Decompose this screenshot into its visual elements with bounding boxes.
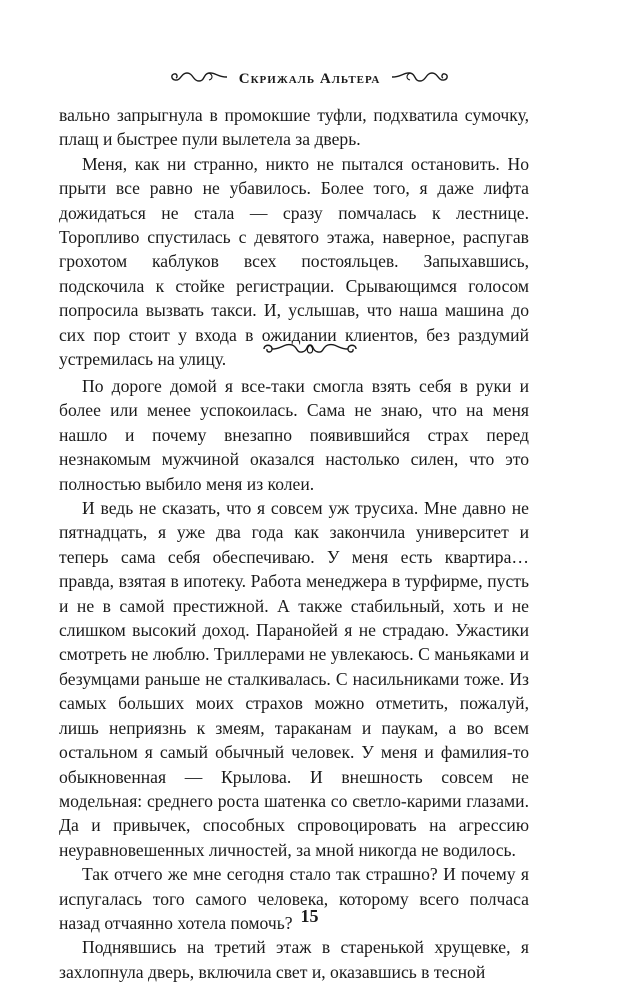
paragraph: Так отчего же мне сегодня стало так страшно? И почему я испугалась того самого человека, которому всего полчаса назад отчаянно хотела помочь? xyxy=(59,864,529,933)
paragraph: Поднявшись на третий этаж в старенькой хрущевке, я захлопнула дверь, включила свет и, оказавшись в тесной xyxy=(59,937,529,982)
page-number: 15 xyxy=(300,906,319,926)
section-divider xyxy=(0,338,619,364)
paragraph: По дороге домой я все-таки смогла взять себя в руки и более или менее успокоилась. Сама не знаю, что на меня нашло и почему внезапно появившийся страх перед незнакомым мужчиной оказался настолько силен, что это полностью выбило меня из колеи. xyxy=(59,376,529,494)
swirl-divider-icon xyxy=(260,340,360,363)
running-header xyxy=(0,66,619,92)
text-section-2 xyxy=(59,374,529,984)
paragraph: И ведь не сказать, что я совсем уж трусиха. Мне давно не пятнадцать, я уже два года как закончила университет и теперь сама себя обеспечиваю. У меня есть квартира… правда, взятая в ипотеку. Работа менеджера в турфирме, пусть и не в самой престижной. А также стабильный, хоть и не слишком высокий доход. Паранойей я не страдаю. Ужастики смотреть не люблю. Триллерами не увлекаюсь. С маньяками и безумцами раньше не сталкивалась. С насильниками тоже. Из самых больших моих страхов можно отметить, пожалуй, лишь неприязнь к змеям, тараканам и паукам, а во всем остальном я самый обычный человек. У меня и фамилия-то обыкновенная — Крылова. И внешность совсем не модельная: среднего роста шатенка со светло-карими глазами. Да и привычек, способных спровоцировать на агрессию неуравновешенных личностей, за мной никогда не водилось. xyxy=(59,498,530,860)
paragraph-continuation: вально запрыгнула в промокшие туфли, подхватила сумочку, плащ и быстрее пули вылетела за дверь. xyxy=(59,105,529,150)
swirl-ornament-icon xyxy=(169,70,229,89)
paragraph: Меня, как ни странно, никто не пытался остановить. Но прыти все равно не убавилось. Более того, я даже лифта дожидаться не стала — сразу помчалась к лестнице. Торопливо спустилась с девятого этажа, наверное, распугав грохотом каблуков всех постояльцев. Запыхавшись, подскочила к стойке регистрации. Срывающимся голосом попросила вызвать такси. И, услышав, что наша машина до сих пор стоит у входа в ожидании клиентов, без раздумий устремилась на улицу. xyxy=(59,153,529,370)
running-header-title: Скрижаль Альтера xyxy=(238,70,381,87)
text-section-1 xyxy=(59,103,529,371)
swirl-ornament-icon xyxy=(390,70,450,89)
